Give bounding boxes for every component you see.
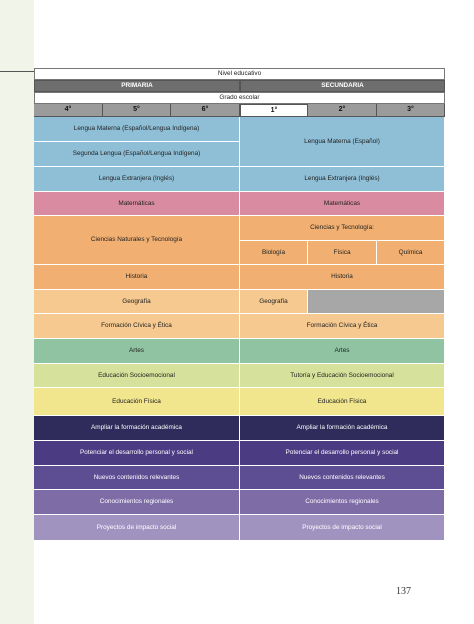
socioemocional-primaria: Educación Socioemocional (34, 364, 240, 388)
biologia-cell: Biología (240, 241, 308, 265)
educacion-fisica-primaria: Educación Física (34, 388, 240, 416)
fisica-cell: Física (308, 241, 377, 265)
historia-secundaria: Historia (240, 265, 445, 290)
socioemocional-secundaria: Tutoría y Educación Socioemocional (240, 364, 445, 388)
curriculum-table (34, 68, 445, 541)
grade-1: 1° (240, 104, 308, 117)
segunda-lengua-primaria: Segunda Lengua (Español/Lengua Indígena) (34, 142, 240, 167)
extranjera-secundaria: Lengua Extranjera (Inglés) (240, 167, 445, 192)
lengua-materna-primaria: Lengua Materna (Español/Lengua Indígena) (34, 117, 240, 142)
educacion-fisica-secundaria: Educación Física (240, 388, 445, 416)
proyectos-secundaria: Proyectos de impacto social (240, 515, 445, 541)
grade-6: 6° (171, 104, 240, 117)
historia-primaria: Historia (34, 265, 240, 290)
side-margin-band (0, 0, 34, 624)
lengua-materna-secundaria: Lengua Materna (Español) (240, 117, 445, 167)
secundaria-header: SECUNDARIA (240, 80, 445, 92)
nuevos-secundaria: Nuevos contenidos relevantes (240, 466, 445, 490)
ciencias-secundaria: Ciencias y Tecnología: (240, 216, 445, 241)
geografia-secundaria: Geografía (240, 290, 308, 314)
nivel-header: Nivel educativo (34, 68, 445, 80)
primaria-header: PRIMARIA (34, 80, 240, 92)
extranjera-primaria: Lengua Extranjera (Inglés) (34, 167, 240, 192)
ciencias-primaria: Ciencias Naturales y Tecnología (34, 216, 240, 265)
grado-header: Grado escolar (34, 92, 445, 104)
matematicas-primaria: Matemáticas (34, 192, 240, 216)
civica-secundaria: Formación Cívica y Ética (240, 314, 445, 339)
grade-3: 3° (377, 104, 445, 117)
grade-5: 5° (103, 104, 171, 117)
ampliar-primaria: Ampliar la formación académica (34, 416, 240, 441)
proyectos-primaria: Proyectos de impacto social (34, 515, 240, 541)
nuevos-primaria: Nuevos contenidos relevantes (34, 466, 240, 490)
civica-primaria: Formación Cívica y Ética (34, 314, 240, 339)
grade-4: 4° (34, 104, 103, 117)
page-number: 137 (396, 586, 411, 597)
ampliar-secundaria: Ampliar la formación académica (240, 416, 445, 441)
artes-secundaria: Artes (240, 339, 445, 364)
regionales-secundaria: Conocimientos regionales (240, 490, 445, 515)
matematicas-secundaria: Matemáticas (240, 192, 445, 216)
regionales-primaria: Conocimientos regionales (34, 490, 240, 515)
geografia-primaria: Geografía (34, 290, 240, 314)
quimica-cell: Química (377, 241, 445, 265)
artes-primaria: Artes (34, 339, 240, 364)
side-rule (0, 71, 34, 72)
grade-2: 2° (308, 104, 377, 117)
potenciar-secundaria: Potenciar el desarrollo personal y social (240, 441, 445, 466)
geografia-empty-cell (308, 290, 445, 314)
potenciar-primaria: Potenciar el desarrollo personal y social (34, 441, 240, 466)
